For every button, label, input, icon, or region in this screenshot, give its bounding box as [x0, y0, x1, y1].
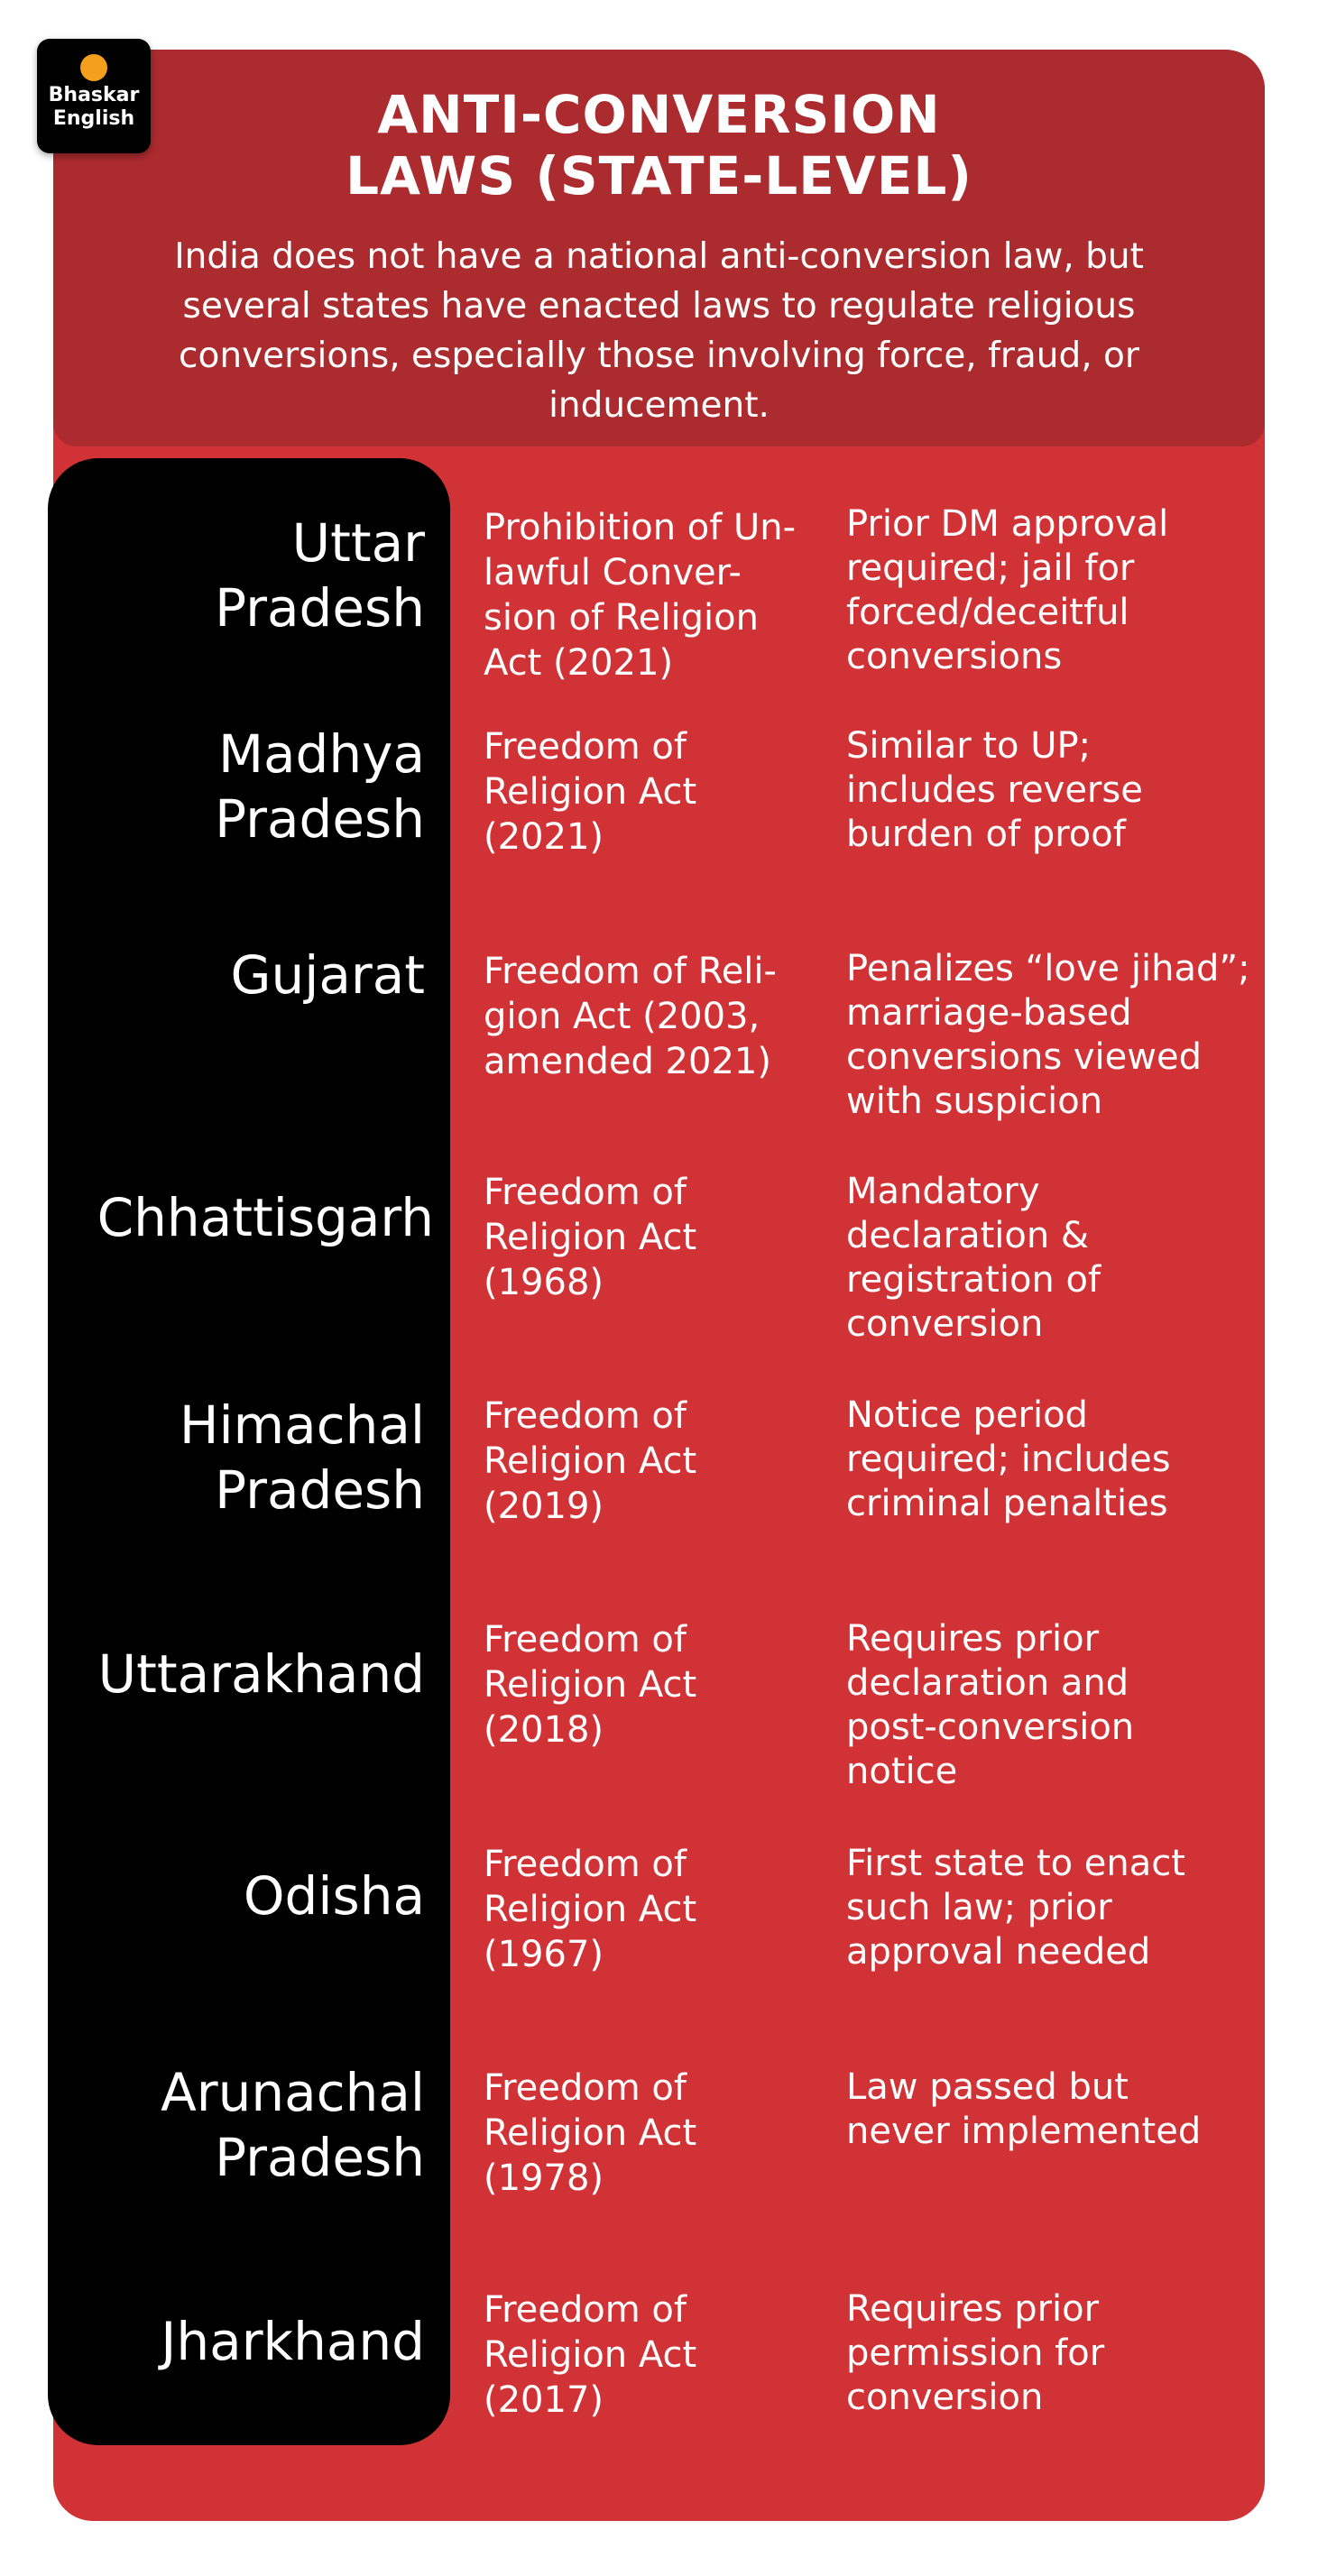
act-name: Freedom of Religion Act (2021) [484, 726, 697, 858]
state-name: Madhya Pradesh [215, 723, 425, 850]
act-provisions: Requires prior declaration and post-conversion notice [846, 1618, 1135, 1792]
intro-text: India does not have a national anti-conversion law, but several states have enacted laws to regulate religious conversions, especially those involving force, fraud, or inducement. [174, 236, 1144, 426]
state-name: Himachal Pradesh [179, 1394, 425, 1521]
act-provisions: Notice period required; includes criminal penalties [846, 1394, 1171, 1524]
act-provisions: Similar to UP; includes reverse burden of proof [846, 725, 1143, 855]
act-provisions: Law passed but never implemented [846, 2066, 1202, 2152]
act-name: Freedom of Religion Act (2017) [484, 2289, 697, 2421]
title-line-2: LAWS (STATE-LEVEL) [346, 145, 972, 207]
page-title [53, 84, 1265, 207]
state-name: Odisha [243, 1865, 425, 1927]
state-name: Chhattisgarh [97, 1187, 434, 1248]
act-name: Freedom of Religion Act (1967) [484, 1844, 697, 1975]
sun-dot-icon [80, 54, 107, 81]
act-provisions: Mandatory declaration & registration of conversion [846, 1171, 1101, 1345]
act-name: Prohibition of Un- lawful Conver- sion of Religion Act (2021) [484, 507, 797, 684]
act-provisions: Requires prior permission for conversion [846, 2288, 1105, 2418]
state-name: Uttar Pradesh [215, 512, 425, 639]
logo-wordmark [37, 84, 151, 131]
bhaskar-english-logo [37, 39, 151, 153]
act-name: Freedom of Religion Act (2019) [484, 1395, 697, 1527]
title-line-1: ANTI-CONVERSION [377, 84, 941, 145]
logo-line-2: English [52, 107, 135, 130]
act-name: Freedom of Religion Act (1978) [484, 2067, 697, 2199]
act-provisions: Penalizes “love jihad”; marriage-based conversions viewed with suspicion [846, 948, 1250, 1122]
state-name: Uttarakhand [97, 1643, 425, 1705]
act-name: Freedom of Religion Act (2018) [484, 1619, 697, 1751]
state-name: Arunachal Pradesh [161, 2062, 425, 2188]
logo-line-1: Bhaskar [48, 84, 140, 106]
act-name: Freedom of Reli- gion Act (2003, amended 2021) [484, 951, 777, 1082]
act-name: Freedom of Religion Act (1968) [484, 1172, 697, 1303]
state-name: Jharkhand [161, 2311, 425, 2372]
state-name: Gujarat [230, 944, 425, 1006]
act-provisions: First state to enact such law; prior approval needed [846, 1843, 1185, 1973]
act-provisions: Prior DM approval required; jail for forced/deceitful conversions [846, 503, 1169, 677]
header-panel [53, 50, 1265, 446]
